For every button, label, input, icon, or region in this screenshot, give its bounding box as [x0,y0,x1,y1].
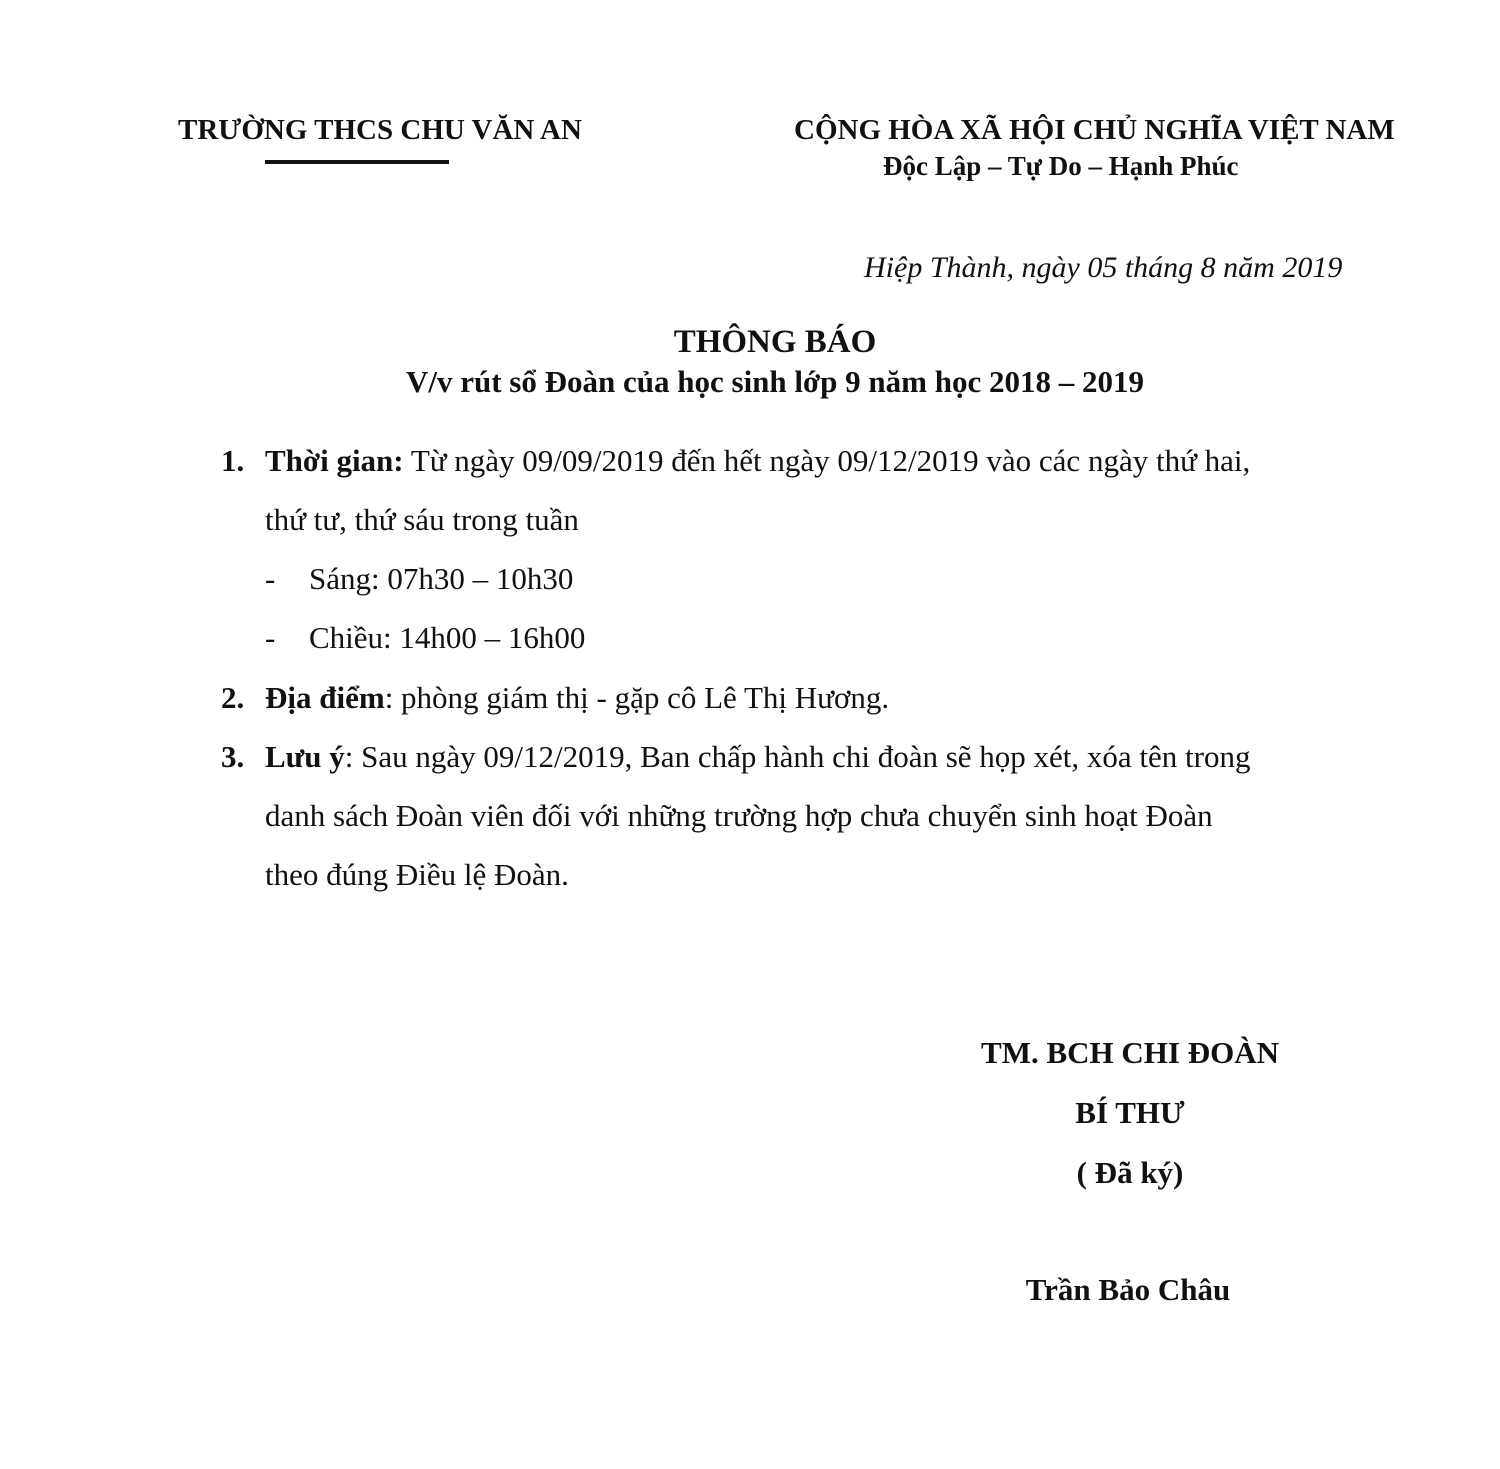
item-1-text-line-1 [265,443,1250,479]
national-motto: Độc Lập – Tự Do – Hạnh Phúc [883,151,1239,181]
item-3-text-line-2: danh sách Đoàn viên đối với những trường hợp chưa chuyển sinh hoạt Đoàn [265,798,1213,833]
signature-org: TM. BCH CHI ĐOÀN [981,1035,1279,1070]
item-3-number: 3. [221,739,245,774]
bullet-dash: - [265,620,276,655]
notice-subject: V/v rút sổ Đoàn của học sinh lớp 9 năm học 2018 – 2019 [405,364,1144,399]
item-3-text: : Sau ngày 09/12/2019, Ban chấp hành chi đoàn sẽ họp xét, xóa tên trong [344,739,1251,774]
bullet-dash: - [265,561,276,596]
signature-signed-note: ( Đã ký) [1076,1155,1184,1190]
item-2-label: Địa điểm [265,680,385,715]
place-date-line: Hiệp Thành, ngày 05 tháng 8 năm 2019 [864,251,1343,284]
item-3-number-wrap [221,739,244,775]
item-2-text-line-1 [265,680,889,716]
bullet-afternoon: Chiều: 14h00 – 16h00 [309,620,586,655]
item-1-text-line-2: thứ tư, thứ sáu trong tuần [265,502,579,537]
item-3-label: Lưu ý [265,739,345,774]
item-3-text-line-1 [265,739,1251,775]
item-2-text: : phòng giám thị - gặp cô Lê Thị Hương. [384,680,890,715]
school-name: TRƯỜNG THCS CHU VĂN AN [178,114,582,146]
republic-title: CỘNG HÒA XÃ HỘI CHỦ NGHĨA VIỆT NAM [794,114,1395,146]
item-1-text: Từ ngày 09/09/2019 đến hết ngày 09/12/2019 vào các ngày thứ hai, [403,443,1251,478]
item-2-number-wrap [221,680,244,716]
school-underline [265,160,449,164]
notice-title: THÔNG BÁO [673,324,877,360]
bullet-morning: Sáng: 07h30 – 10h30 [309,561,574,596]
signature-role: BÍ THƯ [1075,1095,1185,1130]
item-1-number: 1. [221,443,245,478]
signature-name: Trần Bảo Châu [1025,1272,1231,1307]
item-3-text-line-3: theo đúng Điều lệ Đoàn. [265,857,569,892]
item-2-number: 2. [221,680,245,715]
item-1-line-1 [221,443,244,479]
item-1-label: Thời gian: [265,443,404,478]
